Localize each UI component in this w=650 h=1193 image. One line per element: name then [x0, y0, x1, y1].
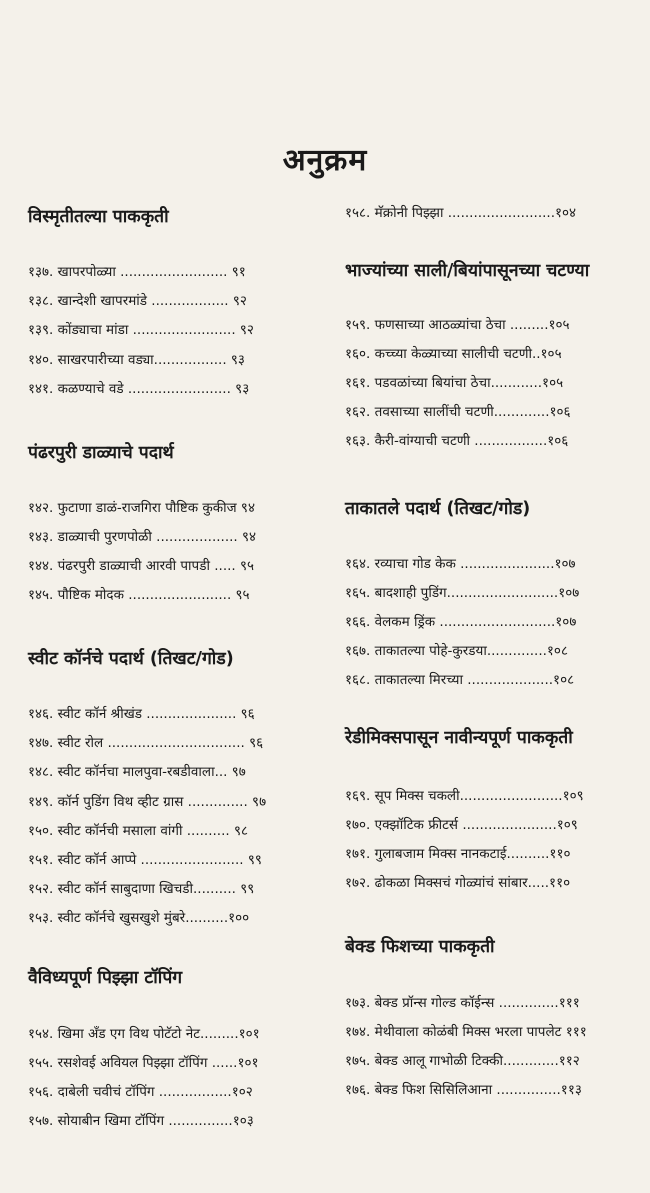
toc-entry: १४०. साखरपारीच्या वड्या................. ९३ [28, 352, 245, 368]
toc-entry: १६२. तवसाच्या सालींची चटणी.............१०६ [345, 404, 571, 420]
toc-entry: १४१. कळण्याचे वडे ........................ ९३ [28, 381, 250, 397]
section-heading: पंढरपुरी डाळ्याचे पदार्थ [28, 443, 174, 463]
section-heading: वैविध्यपूर्ण पिझ्झा टॉपिंग [28, 968, 183, 988]
toc-entry: १७५. बेक्ड आलू गाभोळी टिक्की.............११२ [345, 1053, 580, 1069]
toc-entry: १५६. दाबेली चवीचं टॉपिंग .................१०२ [28, 1084, 253, 1100]
toc-entry: १७४. मेथीवाला कोळंबी मिक्स भरला पापलेट १११ [345, 1024, 587, 1040]
section-heading: भाज्यांच्या साली/बियांपासूनच्या चटण्या [345, 261, 590, 281]
toc-entry: १४३. डाळ्याची पुरणपोळी ................... ९४ [28, 529, 257, 545]
section-heading: बेक्ड फिशच्या पाककृती [345, 937, 495, 957]
toc-entry: १५१. स्वीट कॉर्न आप्पे ........................ ९९ [28, 852, 262, 868]
toc-entry: १७६. बेक्ड फिश सिसिलिआना ...............११३ [345, 1082, 582, 1098]
toc-entry: १७३. बेक्ड प्रॉन्स गोल्ड कॉईन्स ..............१११ [345, 995, 580, 1011]
toc-entry: १५०. स्वीट कॉर्नची मसाला वांगी .......... ९८ [28, 823, 248, 839]
toc-entry: १३८. खान्देशी खापरमांडे .................. ९२ [28, 293, 247, 309]
toc-entry: १७०. एक्झॉटिक फ्रीटर्स ......................१०९ [345, 817, 578, 833]
toc-entry: १७२. ढोकळा मिक्सचं गोळ्यांचं सांबार.....११० [345, 875, 571, 891]
toc-entry: १६५. बादशाही पुडिंग..........................१०७ [345, 585, 580, 601]
toc-entry: १५५. रसशेवई अवियल पिझ्झा टॉपिंग ......१०१ [28, 1055, 259, 1071]
section-heading: स्वीट कॉर्नचे पदार्थ (तिखट/गोड) [28, 649, 234, 669]
toc-entry: १५९. फणसाच्या आठळ्यांचा ठेचा .........१०५ [345, 317, 570, 333]
toc-entry: १४९. कॉर्न पुडिंग विथ व्हीट ग्रास .............. ९७ [28, 794, 267, 810]
section-heading: ताकातले पदार्थ (तिखट/गोड) [345, 499, 531, 519]
toc-entry: १६३. कैरी-वांग्याची चटणी .................१०६ [345, 433, 569, 449]
toc-entry: १६०. कच्च्या केळ्याच्या सालीची चटणी..१०५ [345, 346, 562, 362]
toc-entry: १४४. पंढरपुरी डाळ्याची आरवी पापडी ..... ९५ [28, 558, 255, 574]
toc-entry: १६७. ताकातल्या पोहे-कुरडया..............१०८ [345, 643, 568, 659]
toc-entry: १३९. कोंड्याचा मांडा ........................ ९२ [28, 322, 254, 338]
page-title: अनुक्रम [282, 143, 368, 178]
toc-entry: १६६. वेलकम ड्रिंक ...........................१०७ [345, 614, 577, 630]
toc-entry: १४८. स्वीट कॉर्नचा मालपुवा-रबडीवाला... ९७ [28, 764, 246, 780]
toc-entry: १४६. स्वीट कॉर्न श्रीखंड ..................... ९६ [28, 706, 255, 722]
toc-entry: १३७. खापरपोळ्या ......................... ९१ [28, 264, 246, 280]
toc-entry: १६९. सूप मिक्स चकली........................१०९ [345, 788, 584, 804]
toc-entry: १५४. खिमा अँड एग विथ पोटॅटो नेट.........१०१ [28, 1026, 260, 1042]
section-heading: रेडीमिक्सपासून नावीन्यपूर्ण पाककृती [345, 728, 573, 748]
toc-entry: १६४. रव्याचा गोड केक ......................१०७ [345, 556, 576, 572]
section-heading: विस्मृतीतल्या पाककृती [28, 207, 169, 227]
toc-entry: १४५. पौष्टिक मोदक ........................ ९५ [28, 587, 250, 603]
toc-entry: १७१. गुलाबजाम मिक्स नानकटाई..........११० [345, 846, 571, 862]
toc-entry: १५८. मॅक्रोनी पिझ्झा .........................१०४ [345, 205, 577, 221]
toc-entry: १५७. सोयाबीन खिमा टॉपिंग ...............१०३ [28, 1113, 254, 1129]
toc-entry: १४२. फुटाणा डाळं-राजगिरा पौष्टिक कुकीज ९४ [28, 500, 255, 516]
toc-entry: १६१. पडवळांच्या बियांचा ठेचा............१०५ [345, 375, 564, 391]
toc-entry: १६८. ताकातल्या मिरच्या ....................१०८ [345, 672, 575, 688]
toc-entry: १४७. स्वीट रोल ................................ ९६ [28, 735, 264, 751]
toc-entry: १५३. स्वीट कॉर्नचे खुसखुशे मुंबरे..........१०० [28, 910, 250, 926]
toc-entry: १५२. स्वीट कॉर्न साबुदाणा खिचडी.......... ९९ [28, 881, 255, 897]
